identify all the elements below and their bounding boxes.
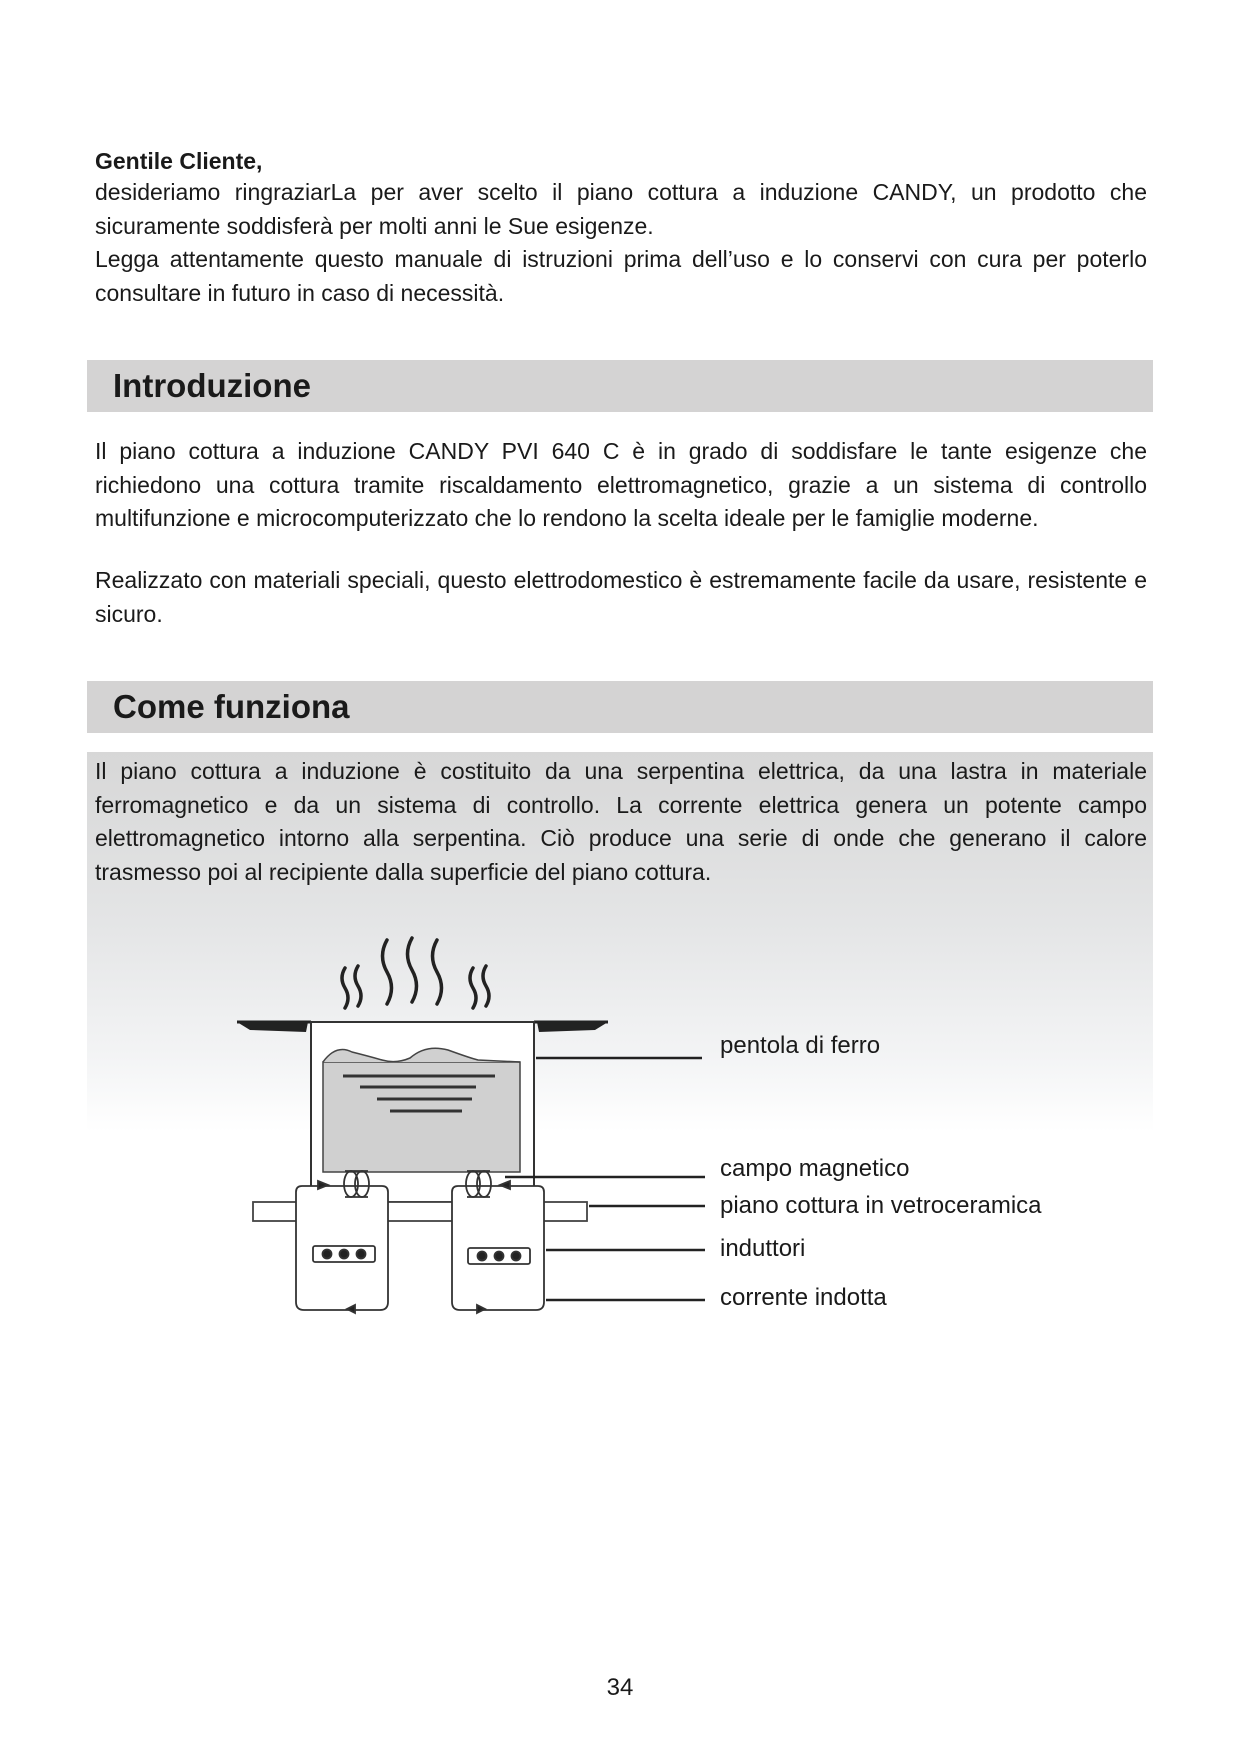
label-current: corrente indotta — [720, 1284, 887, 1311]
steam-icon — [342, 938, 489, 1008]
section-title: Introduzione — [113, 367, 311, 404]
label-inductors: induttori — [720, 1235, 806, 1262]
label-field: campo magnetico — [720, 1155, 910, 1182]
greeting-paragraph: desideriamo ringraziarLa per aver scelto il piano cottura a induzione CANDY, un prodotto che sicuramente soddisferà per molti anni le Sue esigenze. — [95, 179, 1147, 239]
label-hob: piano cottura in vetroceramica — [720, 1192, 1042, 1219]
iron-pot — [237, 1022, 608, 1202]
section-title: Come funziona — [113, 688, 350, 725]
how-it-works-paragraph: Il piano cottura a induzione è costituito da una serpentina elettrica, da una lastra in materiale ferromagnetico e da un sistema di controllo. La corrente elettrica genera un potente campo elettromagnetico intorno alla serpentina. Ciò produce una serie di onde che generano il calore trasmesso poi al recipiente dalla superficie del piano cottura. — [95, 758, 1147, 885]
page-number: 34 — [606, 1674, 634, 1701]
inductor-left — [296, 1171, 388, 1313]
instructions-paragraph: Legga attentamente questo manuale di istruzioni prima dell’uso e lo conservi con cura per poterlo consultare in futuro in caso di necessità. — [95, 246, 1147, 306]
greeting-title: Gentile Cliente, — [95, 148, 263, 174]
inductor-right — [452, 1171, 544, 1313]
intro-paragraph-1: Il piano cottura a induzione CANDY PVI 640 C è in grado di soddisfare le tante esigenze che richiedono una cottura tramite riscaldamento elettromagnetico, grazie a un sistema di controllo multifunzione e microcomputerizzato che lo rendono la scelta ideale per le famiglie moderne. — [95, 438, 1147, 531]
intro-paragraph-2: Realizzato con materiali speciali, questo elettrodomestico è estremamente facile da usare, resistente e sicuro. — [95, 567, 1147, 627]
label-pot: pentola di ferro — [720, 1032, 881, 1059]
